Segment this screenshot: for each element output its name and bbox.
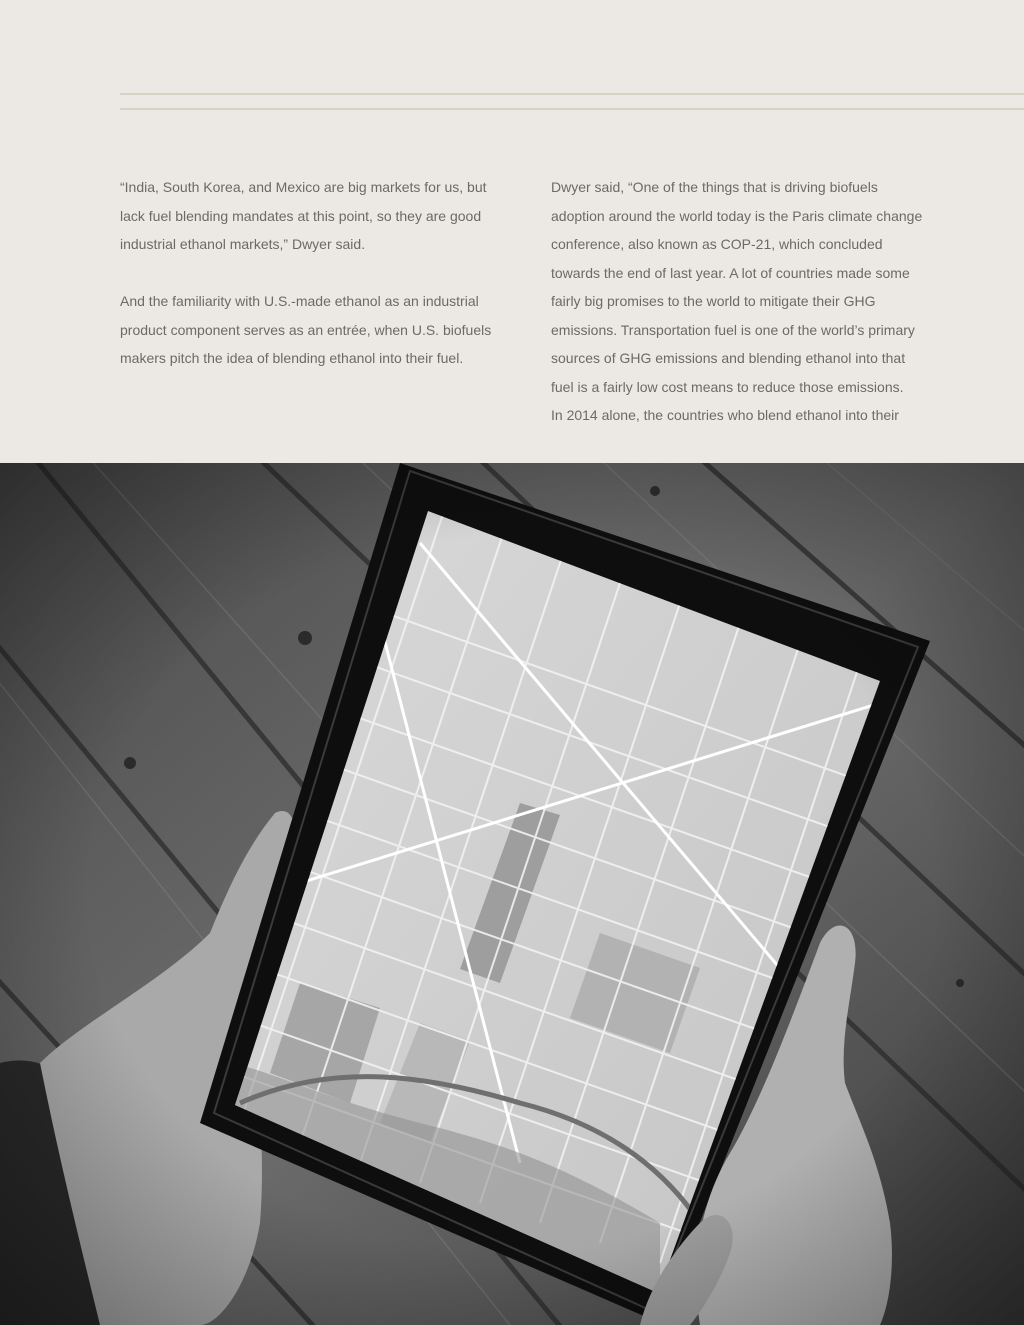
paragraph-india-markets — [120, 173, 510, 259]
text-line: “India, South Korea, and Mexico are big markets for us, but — [120, 179, 487, 195]
text-line: fuel is a fairly low cost means to reduce those emissions. — [551, 378, 904, 395]
paragraph-paris-climate — [551, 173, 946, 430]
text-line: lack fuel blending mandates at this point, so they are good — [120, 207, 482, 224]
text-line: towards the end of last year. A lot of countries made some — [551, 264, 910, 281]
text-line: Dwyer said, “One of the things that is driving biofuels — [551, 179, 878, 195]
text-line: adoption around the world today is the Paris climate change — [551, 207, 923, 224]
right-text-column — [551, 173, 946, 430]
text-line: fairly big promises to the world to mitigate their GHG — [551, 293, 876, 309]
text-line: industrial ethanol markets,” Dwyer said. — [120, 236, 366, 252]
text-line: emissions. Transportation fuel is one of the world’s primary — [551, 321, 915, 338]
text-line: product component serves as an entrée, when U.S. biofuels — [120, 321, 492, 338]
text-line: makers pitch the idea of blending ethanol into their fuel. — [120, 350, 464, 366]
left-text-column — [120, 173, 510, 373]
text-line: conference, also known as COP-21, which concluded — [551, 236, 883, 252]
header-rule-bottom — [120, 108, 1024, 110]
text-line: And the familiarity with U.S.-made ethanol as an industrial — [120, 293, 479, 309]
tablet-map-photo-icon — [0, 463, 1024, 1325]
paragraph-familiarity — [120, 287, 510, 373]
header-rule-top — [120, 93, 1024, 95]
photo-vignette — [0, 463, 1024, 1325]
photo-illustration — [0, 463, 1024, 1325]
text-line: sources of GHG emissions and blending ethanol into that — [551, 350, 906, 366]
text-line: In 2014 alone, the countries who blend ethanol into their — [551, 407, 899, 423]
